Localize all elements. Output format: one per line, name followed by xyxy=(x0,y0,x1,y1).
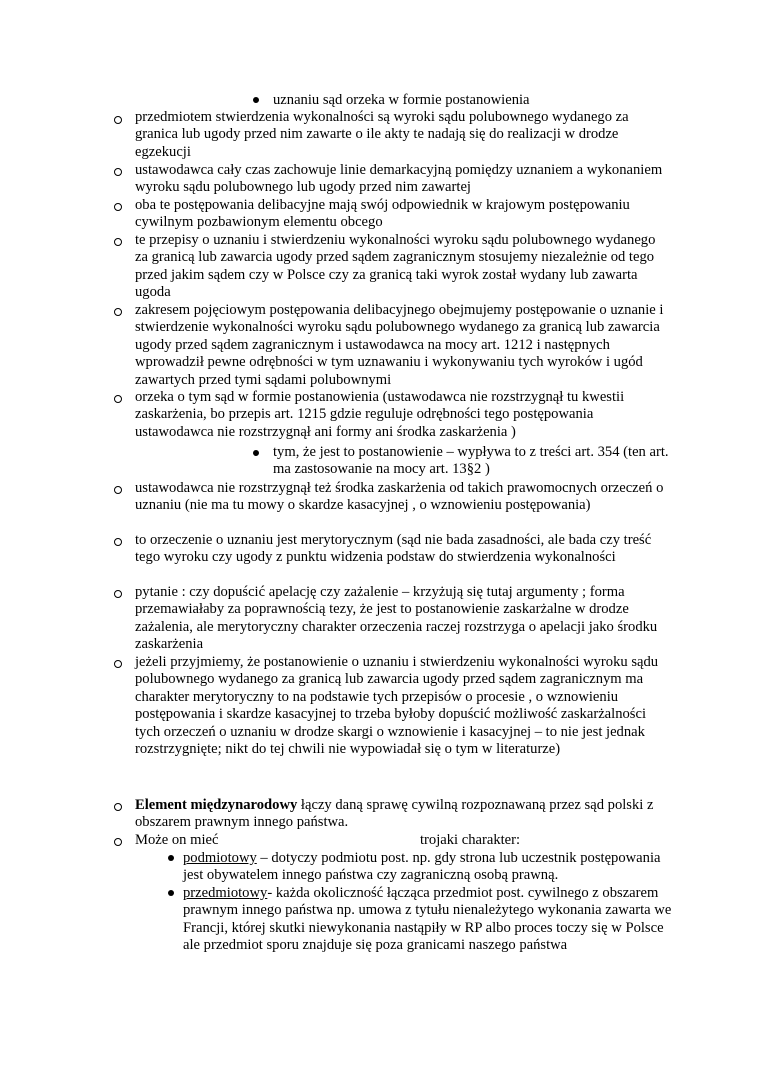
note-text: oba te postępowania delibacyjne mają swój odpowiednik w krajowym postępowaniu cywilnym pozbawionym elementu obcego xyxy=(135,197,630,231)
note-item xyxy=(135,584,670,654)
bullet-disc-icon xyxy=(253,97,259,103)
term-underlined: przedmiotowy xyxy=(183,885,268,901)
note-item xyxy=(273,92,713,109)
note-item xyxy=(135,302,670,389)
bullet-circle-icon xyxy=(114,660,122,668)
note-item xyxy=(135,480,670,515)
bullet-circle-icon xyxy=(114,486,122,494)
note-item xyxy=(135,832,415,849)
note-item xyxy=(183,850,678,885)
note-text: to orzeczenie o uznaniu jest merytorycznym (sąd nie bada zasadności, ale bada czy treść tego wyroku czy ugody z punktu widzenia podstaw do stwierdzenia wykonalności xyxy=(135,532,652,566)
term-underlined: podmiotowy xyxy=(183,850,257,866)
note-item xyxy=(135,654,670,758)
bullet-circle-icon xyxy=(114,395,122,403)
note-item xyxy=(135,162,670,197)
bullet-circle-icon xyxy=(114,116,122,124)
note-text: ustawodawca cały czas zachowuje linie demarkacyjną pomiędzy uznaniem a wykonaniem wyroku sądu polubownego lub ugody przed nim zawartej xyxy=(135,162,663,196)
bullet-circle-icon xyxy=(114,168,122,176)
note-item-continuation xyxy=(420,832,620,849)
bullet-circle-icon xyxy=(114,538,122,546)
bullet-disc-icon xyxy=(253,450,259,456)
note-text: te przepisy o uznaniu i stwierdzeniu wykonalności wyroku sądu polubownego wydanego za granicą lub zawarcia ugody przed sądem zagranicznym stosujemy niezależnie od tego przed jakim sądem czy w Polsce czy za granicą taki wyrok został wydany lub zawarta ugoda xyxy=(135,232,656,301)
bullet-disc-icon xyxy=(168,855,174,861)
note-text: tym, że jest to postanowienie – wypływa to z treści art. 354 (ten art. ma zastosowanie na mocy art. 13§2 ) xyxy=(273,444,669,478)
bullet-circle-icon xyxy=(114,203,122,211)
bullet-circle-icon xyxy=(114,803,122,811)
note-item xyxy=(135,797,670,832)
note-text: przedmiotowy- każda okoliczność łącząca przedmiot post. cywilnego z obszarem prawnym innego państwa np. umowa z tytułu nienależytego wykonania zawarta we Francji, której skutki niewykonania nastąpiły w RP albo proces toczy się w Polsce ale przedmiot sporu znajduje się poza granicami naszego państwa xyxy=(183,885,672,954)
note-item xyxy=(135,532,670,567)
note-item xyxy=(135,197,670,232)
note-text: zakresem pojęciowym postępowania delibacyjnego obejmujemy postępowanie o uznanie i stwierdzenie wykonalności wyroku sądu polubownego wydanego za granicą lub zawarcia ugody przed sądem zagranicznym i ustawodawca na mocy art. 1212 i następnych wprowadził pewne odrębności w tym uznawaniu i wykonywaniu tych wyroków i ugód zawartych przed tymi sądami polubownymi xyxy=(135,302,664,388)
note-text: jeżeli przyjmiemy, że postanowienie o uznaniu i stwierdzeniu wykonalności wyroku sądu polubownego wydanego za granicą lub zawarcia ugody przed sądem zagranicznym ma charakter merytoryczny to na podstawie tych przepisów o procesie , o wznowieniu postępowania i skardze kasacyjnej to trzeba byłoby dopuścić możliwość zaskarżalności tych orzeczeń o uznaniu w drodze skargi o wznowienie i kasacyjnej – to nie jest jednak rozstrzygnięte; nikt do tej chwili nie wypowiadał się o tym w literaturze) xyxy=(135,654,659,758)
bullet-circle-icon xyxy=(114,590,122,598)
note-text: Element międzynarodowy łączy daną sprawę cywilną rozpoznawaną przez sąd polski z obszarem prawnym innego państwa. xyxy=(135,797,654,831)
note-text: orzeka o tym sąd w formie postanowienia (ustawodawca nie rozstrzygnął tu kwestii zaskarżenia, bo przepis art. 1215 gdzie reguluje odrębności tego postępowania ustawodawca nie rozstrzygnął ani formy ani środka zaskarżenia ) xyxy=(135,389,625,440)
note-text: podmiotowy – dotyczy podmiotu post. np. gdy strona lub uczestnik postępowania jest obywatelem innego państwa czy zagraniczną osobą prawną. xyxy=(183,850,661,884)
note-item xyxy=(135,109,670,161)
bullet-circle-icon xyxy=(114,838,122,846)
note-item xyxy=(135,232,670,302)
note-text: uznaniu sąd orzeka w formie postanowienia xyxy=(273,92,530,108)
bullet-disc-icon xyxy=(168,890,174,896)
term-bold: Element międzynarodowy xyxy=(135,797,298,813)
bullet-circle-icon xyxy=(114,308,122,316)
note-text: przedmiotem stwierdzenia wykonalności są wyroki sądu polubownego wydanego za granica lub ugody przed nim zawarte o ile akty te nadają się do realizacji w drodze egzekucji xyxy=(135,109,629,160)
bullet-circle-icon xyxy=(114,238,122,246)
note-text: ustawodawca nie rozstrzygnął też środka zaskarżenia od takich prawomocnych orzeczeń o uznaniu (nie ma tu mowy o skardze kasacyjnej , o wznowieniu postępowania) xyxy=(135,480,664,514)
note-item xyxy=(135,389,670,441)
note-item xyxy=(273,444,673,479)
note-item xyxy=(183,885,678,955)
note-text: Może on mieć xyxy=(135,832,219,848)
note-text: pytanie : czy dopuścić apelację czy zażalenie – krzyżują się tutaj argumenty ; forma przemawiałaby za poprawnością tezy, że jest to postanowienie zaskarżalne w drodze zażalenia, ale merytoryczny charakter orzeczenia raczej rozstrzyga o apelacji jako środku zaskarżenia xyxy=(135,584,658,653)
note-text: trojaki charakter: xyxy=(420,832,521,848)
